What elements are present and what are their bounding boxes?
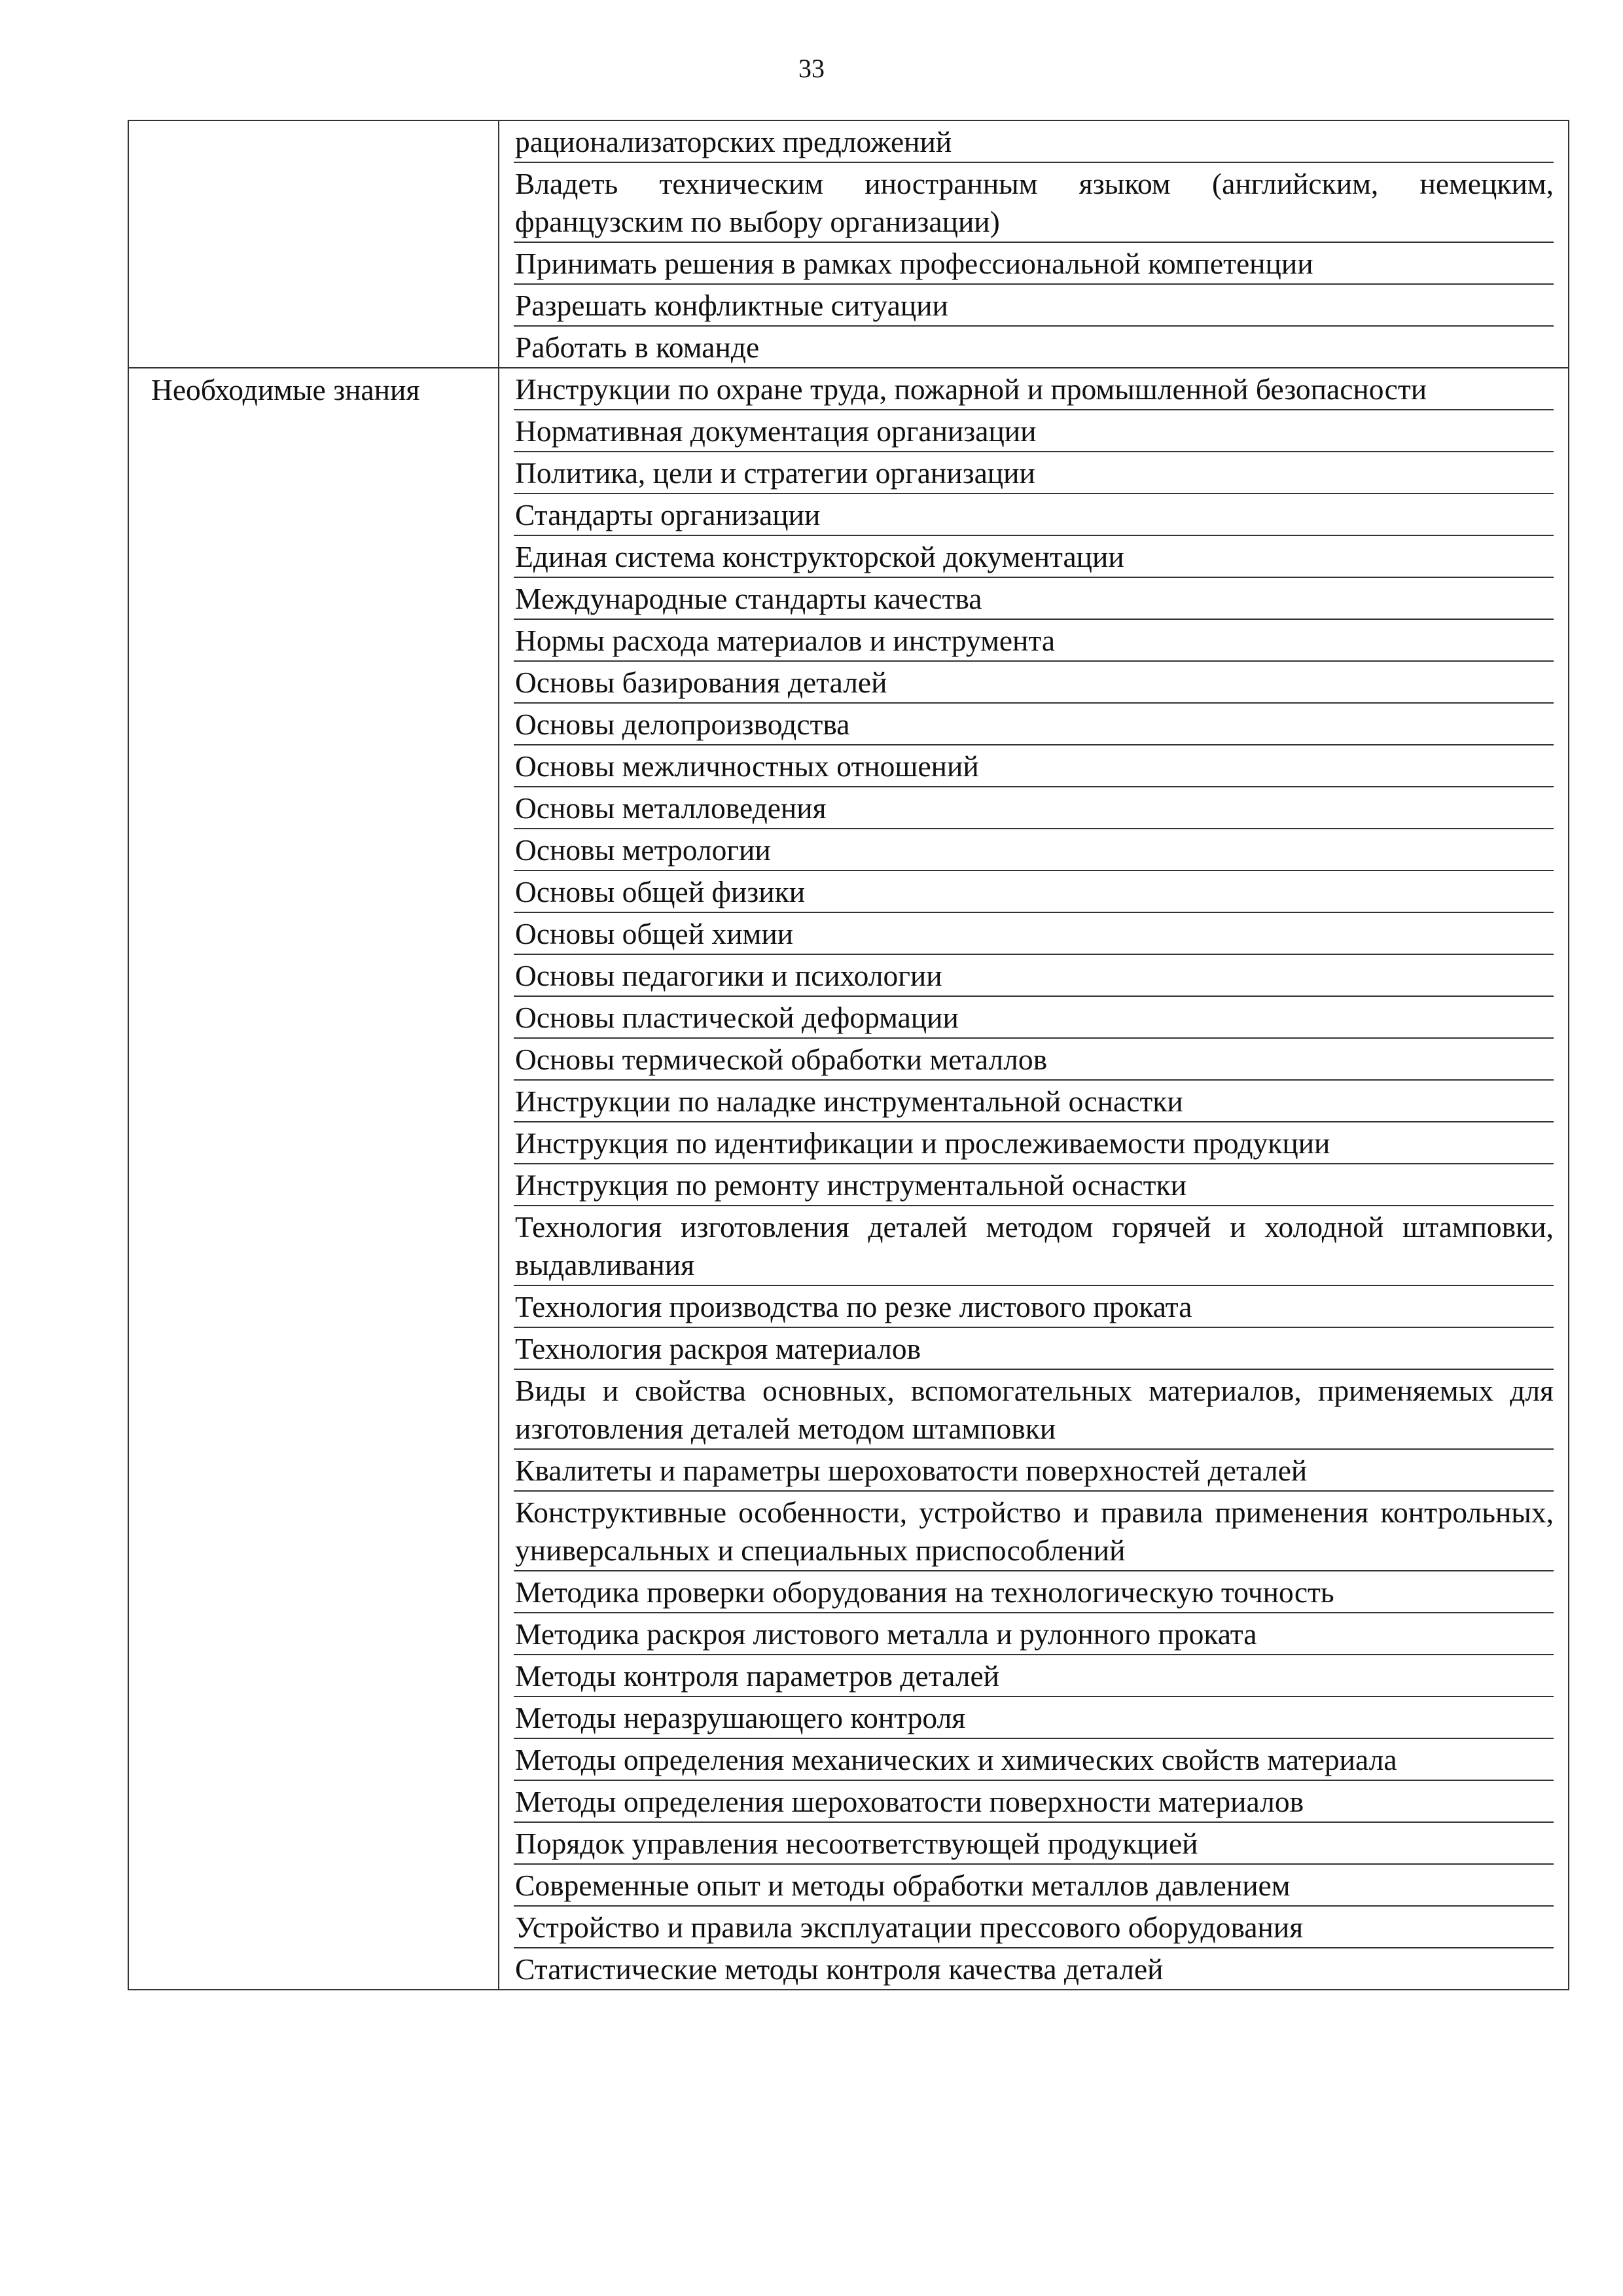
list-item: Основы базирования деталей (514, 662, 1554, 704)
list-item: Методика раскроя листового металла и рулонного проката (514, 1613, 1554, 1655)
list-item: Инструкция по ремонту инструментальной оснастки (514, 1164, 1554, 1206)
list-item: Технология раскроя материалов (514, 1328, 1554, 1370)
row-label-cell (128, 120, 499, 368)
list-item: Основы общей химии (514, 913, 1554, 955)
list-item: Политика, цели и стратегии организации (514, 452, 1554, 494)
list-item: Статистические методы контроля качества деталей (515, 1952, 1164, 1986)
row-label-cell (128, 368, 499, 1990)
list-item: Работать в команде (515, 331, 760, 364)
list-item: Нормативная документация организации (514, 410, 1554, 452)
list-item: Основы металловедения (514, 787, 1554, 829)
list-item: Конструктивные особенности, устройство и правила применения контрольных, универсальных и специальных приспособлений (514, 1492, 1554, 1571)
list-item: Методы определения механических и химических свойств материала (514, 1739, 1554, 1781)
list-item: Основы пластической деформации (514, 997, 1554, 1039)
list-item: Единая система конструкторской документации (514, 536, 1554, 578)
list-item: Международные стандарты качества (514, 578, 1554, 620)
row-items-cell (499, 120, 1569, 368)
list-item: Основы педагогики и психологии (514, 955, 1554, 997)
list-item: рационализаторских предложений (514, 121, 1554, 163)
list-item: Порядок управления несоответствующей продукцией (514, 1823, 1554, 1865)
list-item: Основы общей физики (514, 871, 1554, 913)
row-items-cell (499, 368, 1569, 1990)
page-number: 33 (798, 54, 825, 83)
list-item: Инструкции по наладке инструментальной оснастки (514, 1081, 1554, 1122)
row-label (151, 121, 498, 161)
list-item: Стандарты организации (514, 494, 1554, 536)
list-item: Основы термической обработки металлов (514, 1039, 1554, 1081)
list-item: Устройство и правила эксплуатации прессового оборудования (514, 1907, 1554, 1948)
list-item: Инструкция по идентификации и прослеживаемости продукции (514, 1122, 1554, 1164)
list-item: Принимать решения в рамках профессиональной компетенции (514, 243, 1554, 285)
list-item: Разрешать конфликтные ситуации (514, 285, 1554, 327)
table-row (128, 120, 1569, 368)
list-item: Технология производства по резке листового проката (514, 1286, 1554, 1328)
list-item: Основы межличностных отношений (514, 745, 1554, 787)
table-body (128, 120, 1569, 1990)
row-label: Необходимые знания (151, 373, 420, 406)
list-item: Методы неразрушающего контроля (514, 1697, 1554, 1739)
requirements-table (128, 120, 1569, 1990)
table-row (128, 368, 1569, 1990)
list-item: Владеть техническим иностранным языком (английским, немецким, французским по выбору организации) (514, 163, 1554, 243)
list-item: Виды и свойства основных, вспомогательных материалов, применяемых для изготовления деталей методом штамповки (514, 1370, 1554, 1450)
list-item: Инструкции по охране труда, пожарной и промышленной безопасности (514, 368, 1554, 410)
list-item: Основы метрологии (514, 829, 1554, 871)
list-item: Основы делопроизводства (514, 704, 1554, 745)
list-item: Технология изготовления деталей методом горячей и холодной штамповки, выдавливания (514, 1206, 1554, 1286)
list-item: Методы определения шероховатости поверхности материалов (514, 1781, 1554, 1823)
list-item: Квалитеты и параметры шероховатости поверхностей деталей (514, 1450, 1554, 1492)
list-item: Современные опыт и методы обработки металлов давлением (514, 1865, 1554, 1907)
list-item: Нормы расхода материалов и инструмента (514, 620, 1554, 662)
list-item: Методы контроля параметров деталей (514, 1655, 1554, 1697)
list-item: Методика проверки оборудования на технологическую точность (514, 1571, 1554, 1613)
